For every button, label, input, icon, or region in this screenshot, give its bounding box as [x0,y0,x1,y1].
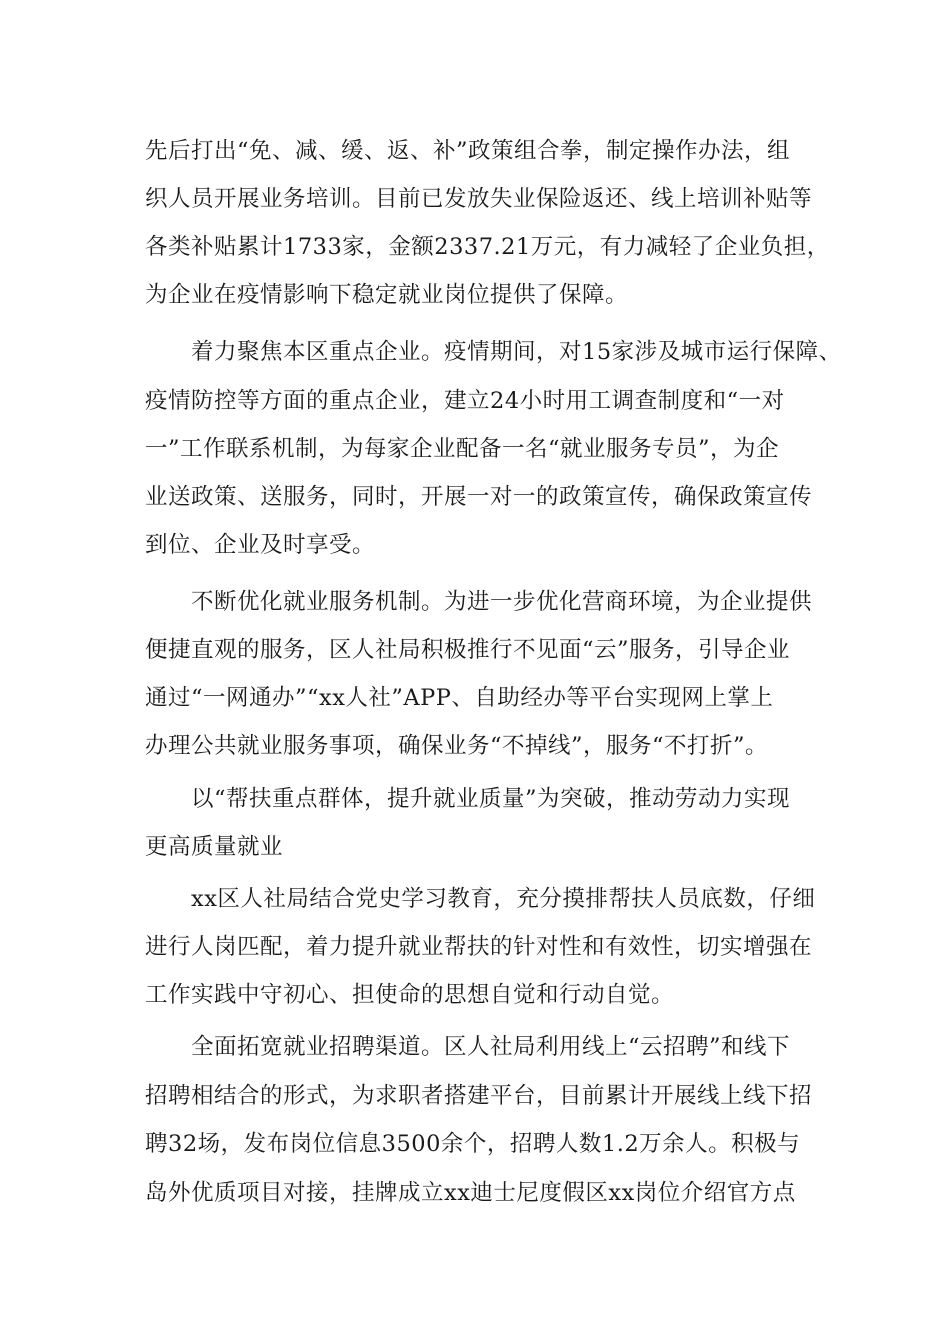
text-line: 岛外优质项目对接，挂牌成立xx迪士尼度假区xx岗位介绍官方点 [145,1180,796,1206]
section-heading-line: 以“帮扶重点群体，提升就业质量”为突破，推动劳动力实现 [191,786,791,812]
text-line: 到位、企业及时享受。 [145,532,376,558]
text-line: 便捷直观的服务，区人社局积极推行不见面“云”服务，引导企业 [145,637,791,663]
paragraph-first-line: 不断优化就业服务机制。为进一步优化营商环境，为企业提供 [191,589,813,615]
text-line: 各类补贴累计1733家，金额2337.21万元，有力减轻了企业负担， [145,234,830,260]
text-line: 办理公共就业服务事项，确保业务“不掉线”，服务“不打折”。 [145,733,769,759]
text-line: 为企业在疫情影响下稳定就业岗位提供了保障。 [145,282,629,308]
paragraph-first-line: 全面拓宽就业招聘渠道。区人社局利用线上“云招聘”和线下 [191,1034,791,1060]
text-line: 疫情防控等方面的重点企业，建立24小时用工调查制度和“一对 [145,388,785,414]
text-line: 招聘相结合的形式，为求职者搭建平台，目前累计开展线上线下招 [145,1083,813,1109]
text-line: 通过“一网通办”“xx人社”APP、自助经办等平台实现网上掌上 [145,685,774,711]
text-line: 聘32场，发布岗位信息3500余个，招聘人数1.2万余人。积极与 [145,1131,801,1157]
text-line: 一”工作联系机制，为每家企业配备一名“就业服务专员”，为企 [145,436,780,462]
text-line: 进行人岗匹配，着力提升就业帮扶的针对性和有效性，切实增强在 [145,934,813,960]
text-line: 业送政策、送服务，同时，开展一对一的政策宣传，确保政策宣传 [145,484,813,510]
text-line: 先后打出“免、减、缓、返、补”政策组合拳，制定操作办法，组 [145,138,791,164]
section-heading-line: 更高质量就业 [145,834,284,860]
paragraph-first-line: xx区人社局结合党史学习教育，充分摸排帮扶人员底数，仔细 [191,886,816,912]
text-line: 织人员开展业务培训。目前已发放失业保险返还、线上培训补贴等 [145,186,813,212]
text-line: 工作实践中守初心、担使命的思想自觉和行动自觉。 [145,982,675,1008]
paragraph-first-line: 着力聚焦本区重点企业。疫情期间，对15家涉及城市运行保障、 [191,339,842,365]
